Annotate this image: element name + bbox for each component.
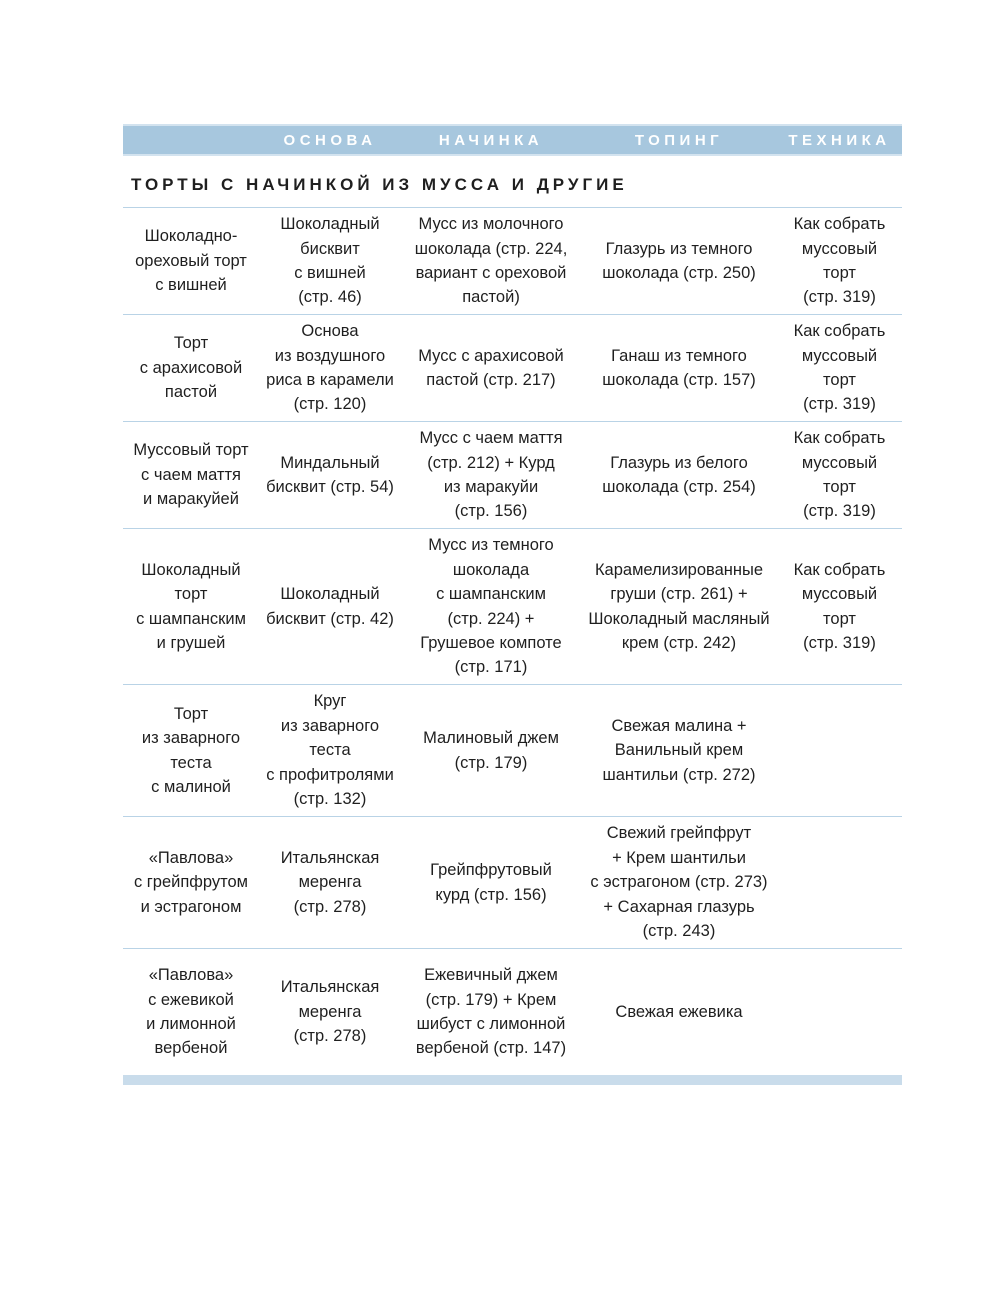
table-row (123, 529, 902, 685)
cake-technique: Как собрать муссовый торт (стр. 319) (793, 322, 886, 414)
cake-base: Шоколадный бисквит с вишней (стр. 46) (280, 215, 380, 307)
cake-base: Основа из воздушного риса в карамели (стр. 120) (266, 322, 394, 414)
cake-technique: Как собрать муссовый торт (стр. 319) (793, 429, 886, 521)
cake-name: Торт из заварного теста с малиной (141, 704, 241, 796)
cake-topping: Ганаш из темного шоколада (стр. 157) (602, 346, 756, 389)
cake-name: Торт с арахисовой пастой (139, 334, 243, 402)
header-column-topping: ТОПИНГ (634, 131, 724, 149)
header-column-filling: НАЧИНКА (438, 131, 544, 149)
cake-topping: Карамелизированные груши (стр. 261) + Шоколадный масляный крем (стр. 242) (588, 560, 770, 652)
cake-name: «Павлова» с грейпфрутом и эстрагоном (133, 848, 249, 916)
cake-name: Шоколадный торт с шампанским и грушей (136, 560, 246, 652)
cake-base: Итальянская меренга (стр. 278) (280, 848, 380, 916)
cake-topping: Свежий грейпфрут + Крем шантильи с эстрагоном (стр. 273) + Сахарная глазурь (стр. 243) (590, 824, 768, 941)
table-header (123, 124, 902, 156)
section-title: ТОРТЫ С НАЧИНКОЙ ИЗ МУССА И ДРУГИЕ (123, 156, 902, 208)
cake-topping: Свежая малина + Ванильный крем шантильи (стр. 272) (602, 716, 756, 784)
cake-filling: Грейпфрутовый курд (стр. 156) (430, 861, 552, 904)
cake-filling: Мусс с чаем маття (стр. 212) + Курд из маракуйи (стр. 156) (419, 429, 563, 521)
cake-base: Шоколадный бисквит (стр. 42) (266, 585, 394, 628)
cake-name: Муссовый торт с чаем маття и маракуйей (133, 441, 249, 509)
cake-filling: Ежевичный джем (стр. 179) + Крем шибуст с лимонной вербеной (стр. 147) (415, 966, 567, 1058)
table-footer-band (123, 1075, 902, 1085)
header-column-technique: ТЕХНИКА (788, 131, 891, 149)
table-row (123, 208, 902, 315)
cake-technique: Как собрать муссовый торт (стр. 319) (793, 215, 886, 307)
cake-filling: Мусс из молочного шоколада (стр. 224, вариант с ореховой пастой) (414, 215, 568, 307)
cake-topping: Глазурь из темного шоколада (стр. 250) (602, 239, 756, 282)
cake-topping: Глазурь из белого шоколада (стр. 254) (602, 453, 756, 496)
cake-name: Шоколадно- ореховый торт с вишней (135, 227, 247, 295)
table-row (123, 817, 902, 949)
cake-base: Итальянская меренга (стр. 278) (280, 978, 380, 1046)
table-body (123, 208, 902, 1075)
cake-filling: Малиновый джем (стр. 179) (423, 729, 559, 772)
recipe-table (123, 124, 902, 1085)
cake-technique: Как собрать муссовый торт (стр. 319) (793, 560, 886, 652)
table-row (123, 315, 902, 422)
cake-base: Круг из заварного теста с профитролями (стр. 132) (266, 692, 394, 809)
table-row (123, 422, 902, 529)
header-column-base: ОСНОВА (283, 131, 377, 149)
cake-filling: Мусс с арахисовой пастой (стр. 217) (418, 346, 564, 389)
cake-name: «Павлова» с ежевикой и лимонной вербеной (146, 966, 236, 1058)
cake-filling: Мусс из темного шоколада с шампанским (стр. 224) + Грушевое компоте (стр. 171) (420, 536, 562, 677)
table-row (123, 949, 902, 1075)
table-row (123, 685, 902, 817)
cake-base: Миндальный бисквит (стр. 54) (266, 453, 394, 496)
cake-topping: Свежая ежевика (615, 1002, 743, 1021)
